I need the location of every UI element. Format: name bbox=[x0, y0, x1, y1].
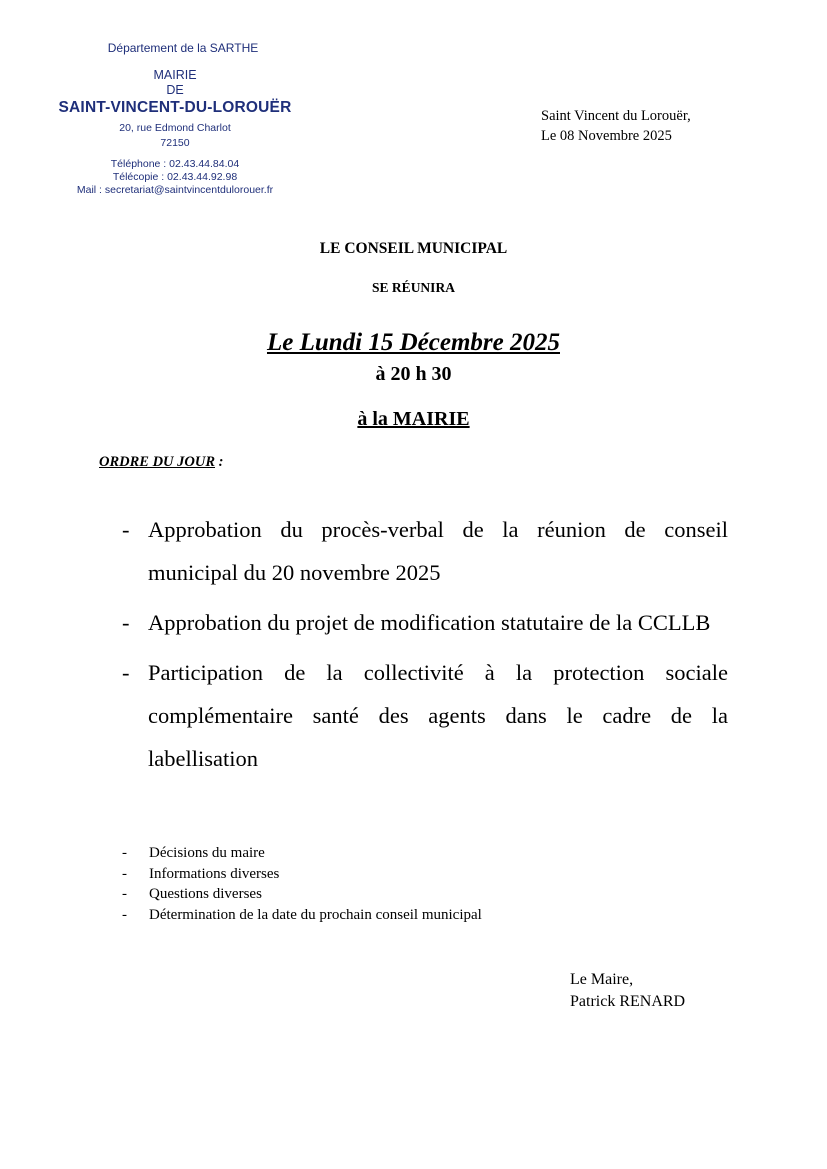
street-address: 20, rue Edmond Charlot bbox=[119, 122, 231, 134]
department-label: Département de la SARTHE bbox=[107, 41, 259, 55]
place-line: Saint Vincent du Lorouër, bbox=[541, 108, 691, 124]
email: Mail : secretariat@saintvincentdulorouer.fr bbox=[76, 184, 274, 196]
signature-name: Patrick RENARD bbox=[570, 993, 686, 1010]
commune-name: SAINT-VINCENT-DU-LOROUËR bbox=[58, 99, 292, 116]
signature-title: Le Maire, bbox=[570, 971, 634, 988]
list-item bbox=[122, 508, 728, 594]
meeting-date-text: Le Lundi 15 Décembre 2025 bbox=[266, 329, 560, 356]
list-item-text: Décisions du maire bbox=[149, 845, 265, 861]
telephone: Téléphone : 02.43.44.84.04 bbox=[110, 158, 240, 170]
bullet-dash: - bbox=[122, 660, 130, 685]
list-item-text: Approbation du projet de modification statutaire de la CCLLB bbox=[148, 610, 711, 635]
postcode: 72150 bbox=[160, 137, 190, 149]
bullet-dash: - bbox=[122, 906, 127, 923]
agenda-heading bbox=[99, 452, 223, 472]
place-date bbox=[541, 106, 691, 146]
agenda-heading-suffix: : bbox=[215, 454, 224, 470]
list-item bbox=[122, 601, 728, 644]
meeting-date bbox=[0, 326, 827, 360]
minor-agenda-list bbox=[122, 843, 482, 925]
list-item-text: Approbation du procès-verbal de la réunion de conseil municipal du 20 novembre 2025 bbox=[148, 517, 728, 585]
list-item bbox=[122, 843, 482, 864]
agenda-heading-text: ORDRE DU JOUR bbox=[99, 454, 216, 470]
list-item bbox=[122, 651, 728, 780]
list-item-text: Questions diverses bbox=[149, 886, 262, 902]
date-line: Le 08 Novembre 2025 bbox=[541, 128, 672, 144]
meeting-place bbox=[0, 405, 827, 433]
major-agenda-list bbox=[122, 508, 728, 787]
list-item-text: Détermination de la date du prochain conseil municipal bbox=[149, 906, 482, 923]
bullet-dash: - bbox=[122, 865, 127, 882]
bullet-dash: - bbox=[122, 845, 127, 861]
list-item bbox=[122, 864, 482, 885]
de-label: DE bbox=[166, 83, 184, 97]
signature-block bbox=[570, 969, 685, 1013]
bullet-dash: - bbox=[122, 886, 127, 902]
bullet-dash: - bbox=[122, 517, 130, 542]
heading-line-1: LE CONSEIL MUNICIPAL bbox=[319, 240, 508, 257]
meeting-place-text: à la MAIRIE bbox=[357, 408, 470, 430]
list-item bbox=[122, 905, 482, 926]
list-item-text: Participation de la collectivité à la protection sociale complémentaire santé des agents dans le cadre de la labellisation bbox=[148, 660, 728, 771]
fax: Télécopie : 02.43.44.92.98 bbox=[112, 171, 238, 183]
heading-line-2: SE RÉUNIRA bbox=[372, 280, 455, 295]
bullet-dash: - bbox=[122, 610, 130, 635]
mairie-label: MAIRIE bbox=[153, 68, 197, 82]
list-item bbox=[122, 884, 482, 905]
letterhead bbox=[40, 40, 310, 197]
list-item-text: Informations diverses bbox=[149, 865, 280, 882]
meeting-time: à 20 h 30 bbox=[375, 363, 452, 385]
